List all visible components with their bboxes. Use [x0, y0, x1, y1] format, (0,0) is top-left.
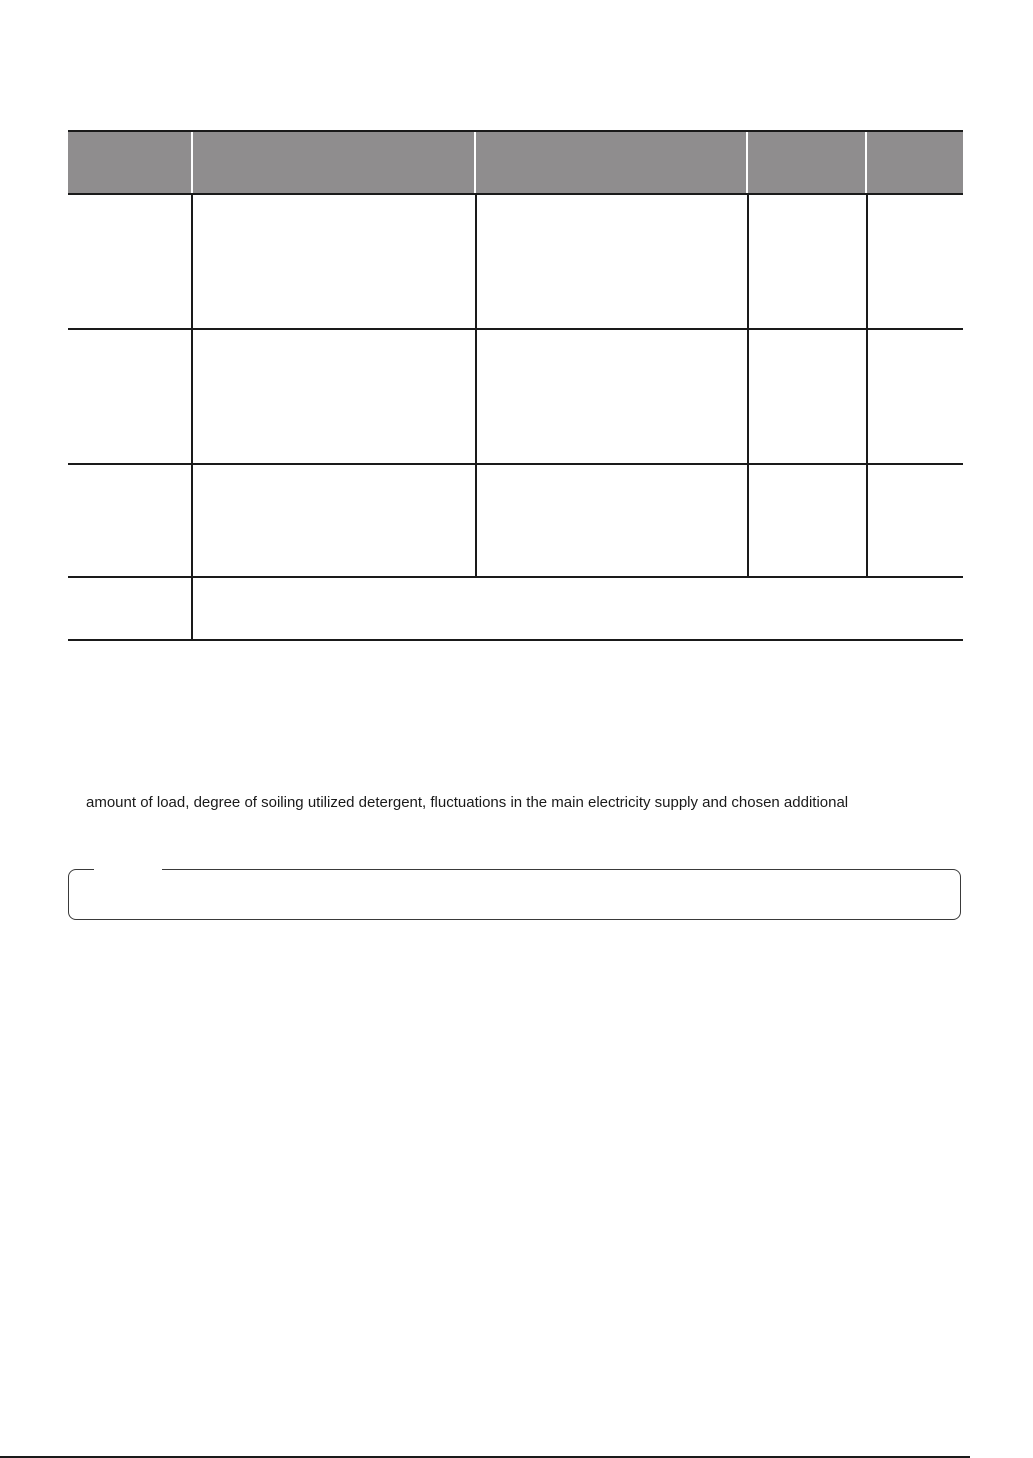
header-bottom-rule [68, 193, 963, 195]
program-table [68, 130, 963, 641]
header-divider [191, 132, 193, 193]
note-box [68, 869, 961, 920]
column-rule [747, 195, 749, 577]
column-rule [866, 195, 868, 577]
row-rule [68, 328, 963, 330]
column-rule [475, 195, 477, 577]
row-rule [68, 576, 963, 578]
table-header [68, 132, 963, 193]
row-rule [68, 639, 963, 641]
header-divider [746, 132, 748, 193]
column-rule [191, 195, 193, 641]
note-box-gap [94, 867, 162, 872]
consumption-note: amount of load, degree of soiling utilized detergent, fluctuations in the main electricity supply and chosen additional [86, 794, 849, 811]
header-divider [865, 132, 867, 193]
footer-rule [0, 1456, 970, 1458]
row-rule [68, 463, 963, 465]
header-divider [474, 132, 476, 193]
